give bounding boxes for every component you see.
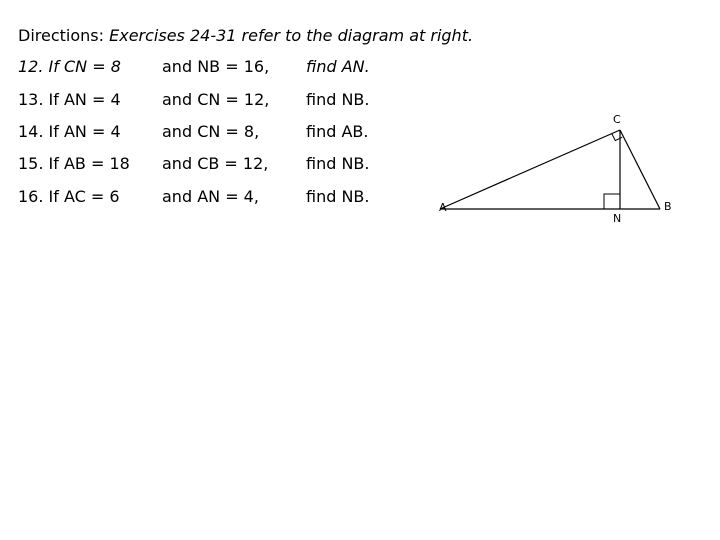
exercise-12 <box>18 57 418 81</box>
exercise-given: 15. If AB = 18 <box>18 154 130 173</box>
side-ac <box>440 130 620 209</box>
exercise-given: 14. If AN = 4 <box>18 122 121 141</box>
exercise-14 <box>18 122 418 146</box>
side-cb <box>620 130 660 209</box>
exercise-and: and CN = 12, <box>162 90 270 109</box>
exercise-and: and AN = 4, <box>162 187 259 206</box>
exercise-find: find NB. <box>306 154 370 173</box>
exercise-find: find AN. <box>306 57 370 76</box>
exercise-find: find NB. <box>306 90 370 109</box>
exercise-16 <box>18 187 418 211</box>
exercise-and: and CB = 12, <box>162 154 269 173</box>
exercise-find: find NB. <box>306 187 370 206</box>
vertex-label-b: B <box>664 200 672 213</box>
directions-label: Directions: <box>18 26 105 45</box>
exercise-and: and NB = 16, <box>162 57 270 76</box>
exercise-15 <box>18 154 418 178</box>
vertex-label-n: N <box>613 212 622 225</box>
triangle-diagram <box>420 100 690 230</box>
directions <box>18 26 473 45</box>
vertex-label-a: A <box>439 201 447 214</box>
exercise-given: 13. If AN = 4 <box>18 90 121 109</box>
vertex-label-c: C <box>613 113 621 126</box>
exercise-and: and CN = 8, <box>162 122 260 141</box>
directions-text: Exercises 24-31 refer to the diagram at right. <box>109 26 474 45</box>
right-angle-mark-n <box>604 194 620 209</box>
right-angle-mark-c <box>612 134 622 141</box>
exercise-find: find AB. <box>306 122 369 141</box>
exercise-given: 16. If AC = 6 <box>18 187 120 206</box>
exercise-13 <box>18 90 418 114</box>
exercise-given: 12. If CN = 8 <box>18 57 121 76</box>
